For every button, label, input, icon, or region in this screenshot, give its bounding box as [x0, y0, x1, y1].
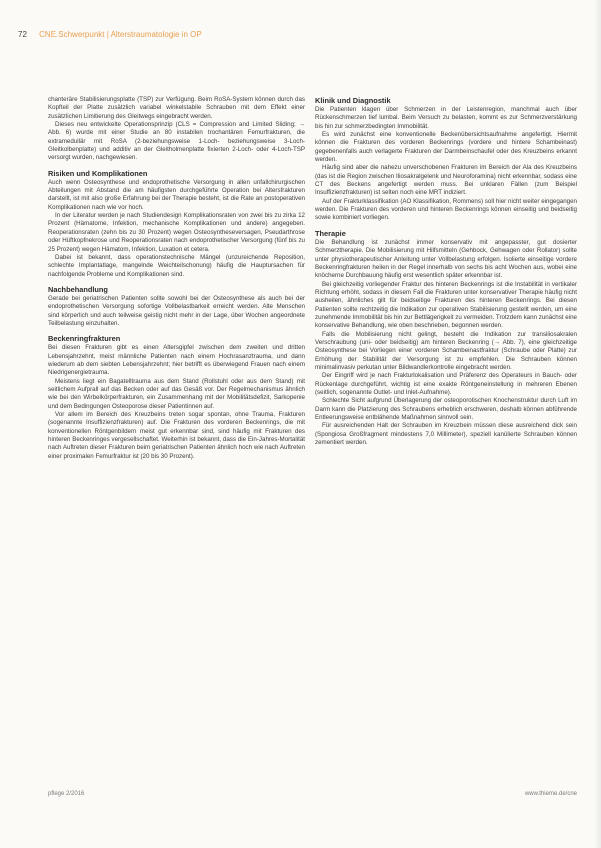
paragraph: chanteräre Stabilisierungsplatte (TSP) zur Verfügung. Beim RoSA-System können durch das Kopfteil der Platte zusätzlich variabel winkelstabile Schrauben mit dem Effekt einer zusätzlichen Limitierung des Gleitwegs eingebracht werden.	[48, 96, 305, 120]
section-heading-klinik: Klinik und Diagnostik	[315, 96, 391, 105]
paragraph: Für ausreichenden Halt der Schrauben im Kreuzbein müssen diese ausreichend dick sein (Spongiosa Großfragment mindestens 7,0 Millimeter), speziell kanülierte Schrauben können zementiert werden.	[315, 422, 577, 447]
paragraph: In der Literatur werden je nach Studiendesign Komplikationsraten von zwei bis zu zirka 12 Prozent (Hämatome, Infektion, mechanische Komplikationen und andere) angegeben. Reoperationsraten (zehn bis zu 30 Prozent) wegen Osteosyntheseversagen, Pseudarthrose oder Hüftkopfnekrose und Reoperationsraten nach endoprothetischer Versorgung (fünf bis zu 25 Prozent) wegen Hämatom, Infektion, Luxation et cetera.	[48, 212, 305, 253]
paragraph: Gerade bei geriatrischen Patienten sollte sowohl bei der Osteosynthese als auch bei der endoprothetischen Versorgung sofortige Vollbelastbarkeit erreicht werden. Alte Menschen sind körperlich und auch teilweise geistig nicht mehr in der Lage, über Wochen angeordnete Teilbelastung einzuhalten.	[48, 294, 305, 327]
paragraph: Dabei ist bekannt, dass operationstechnische Mängel (unzureichende Reposition, schlechte Implantatlage, mangelnde Weichteilschonung) häufig die Hauptursachen für nachfolgende Probleme und Komplikationen sind.	[48, 253, 305, 278]
section-heading-therapie: Therapie	[315, 228, 346, 238]
paragraph: Es wird zunächst eine konventionelle Beckenübersichtsaufnahme angefertigt. Hiermit können die Frakturen des vorderen Beckenrings (vordere und hintere Schambeinast) gegebenenfalls auch verlagerte Frakturen der Darmbeinschaufel oder des Kreuzbeins erkannt werden.	[315, 131, 577, 164]
left-column	[48, 96, 305, 461]
paragraph: Die Patienten klagen über Schmerzen in der Leistenregion, manchmal auch über Rückenschmerzen tief lumbal. Beim Versuch zu belasten, kommt es zur Schmerzverstärkung bis hin zur schmerzbedingten Immobilität.	[315, 106, 577, 130]
footer-right: www.thieme.de/cne	[524, 791, 577, 797]
footer-left: pflege 2/2016	[48, 791, 85, 797]
page-number: 72	[18, 30, 27, 39]
section-heading-risiken: Risiken und Komplikationen	[48, 168, 148, 178]
paragraph: Auch wenn Osteosynthese und endoprothetische Versorgung in allen unfallchirurgischen Abteilungen mit Abstand die am häufigsten durchgeführte Operation bei Altersfrakturen darstellt, ist mit also große Erfahrung bei der Therapie besteht, ist die Rate an postoperativen Komplikationen nach wie vor hoch.	[48, 178, 305, 211]
paragraph: Auf der Frakturklassifikation (AO Klassifikation, Rommens) soll hier nicht weiter eingegangen werden. Die Frakturen des vorderen und hinteren Beckenrings können einseitig und beidseitig sowie kombiniert vorliegen.	[315, 197, 577, 222]
paragraph: Häufig sind aber die nahezu unverschobenen Frakturen im Bereich der Ala des Kreuzbeins (das ist die Region zwischen Iliosakralgelenk und Neuroforamina) nicht erkennbar, sodass eine CT des Beckens angefertigt werden muss. Bei unklaren Fällen (zum Beispiel Insuffizienzfrakturen) ist selten noch eine MRT indiziert.	[315, 164, 577, 197]
right-column	[315, 96, 577, 447]
running-head	[18, 30, 202, 39]
section-heading-beckenringfrakturen: Beckenringfrakturen	[48, 334, 121, 344]
paragraph: Der Eingriff wird je nach Frakturlokalisation und Präferenz des Operateurs in Bauch- oder Rückenlage durchgeführt, wichtig ist eine exakte Röntgeneinstellung in mehreren Ebenen (seitlich, sogenannte Outlet- und Inlet-Aufnahme).	[315, 372, 577, 396]
paragraph: Schlechte Sicht aufgrund Überlagerung der osteoporotischen Knochenstruktur durch Luft im Darm kann die Platzierung des Schraubens erheblich erschweren, deshalb können abführende Entleerungsweise entblähende Maßnahmen sinnvoll sein.	[315, 397, 577, 422]
running-title: CNE.Schwerpunkt | Alterstraumatologie in OP	[39, 30, 202, 39]
paragraph: Dieses neu entwickelte Operationsprinzip (CLS = Compression and Limited Sliding; → Abb. 6) wurde mit einer Studie an 80 instabilen trochantären Femurfrakturen, die extramedullär mit RoSA (2-beziehungsweise 1-Loch- beziehungsweise 3-Loch-Gleitkolbenplatte) und additiv an der Gleitholmenplatte fixierten 2-Loch- oder 4-Loch-TSP versorgt wurden, nachgewiesen.	[48, 121, 305, 162]
paragraph: Bei gleichzeitig vorliegender Fraktur des hinteren Beckenrings ist die Instabilität in vertikaler Richtung erhöht, sodass in diesem Fall die Frakturen unter konservativer Therapie häufig nicht ausheilen, ähnliches gilt für beidseitige Frakturen des hinteren Beckenrings. Bei diesen Patienten sollte rechtzeitig die Indikation zur operativen Stabilisierung gestellt werden, um eine zunehmende Immobilität bis hin zur Bettlägerigkeit zu vermeiden. Trotzdem kann zunächst eine konservative Behandlung, wie oben beschrieben, begonnen werden.	[315, 280, 577, 330]
paragraph: Die Behandlung ist zunächst immer konservativ mit angepasster, gut dosierter Schmerztherapie. Die Mobilisierung mit Hilfsmitteln (Gehbock, Gehwagen oder Rollator) sollte unter physiotherapeutischer Anleitung unter Vollbelastung erfolgen. Isolierte einseitige vordere Beckenringfrakturen heilen in der Regel innerhalb von sechs bis acht Wochen aus, wobei eine knöcherne Durchbauung häufig erst wesentlich später erkennbar ist.	[315, 238, 577, 280]
paragraph: Vor allem im Bereich des Kreuzbeins treten sogar spontan, ohne Trauma, Frakturen (sogenannte Insuffizienzfrakturen) auf. Die Frakturen des vorderen Beckenrings, die mit konventionellen Röntgenbildern meist gut erkennbar sind, sind häufig mit Frakturen des hinteren Beckenringes vergesellschaftet. Weiterhin ist bekannt, dass die Ein-Jahres-Mortalität nach Auftreten dieser Frakturen beim geriatrischen Patienten ähnlich hoch wie nach Auftreten einer proximalen Femurfraktur ist (20 bis 30 Prozent).	[48, 411, 305, 460]
paragraph: Bei diesen Frakturen gibt es einen Altersgipfel zwischen dem zweiten und dritten Lebensjahrzehnt, meist männliche Patienten nach einem Hochrasanztrauma, und dann wiederum ab dem siebten Lebensjahrzehnt; hier betrifft es überwiegend Frauen nach einem Niedrigenergietrauma.	[48, 344, 305, 377]
paragraph: Falls die Mobilisierung nicht gelingt, besteht die Indikation zur transiliosakralen Verschraubung (uni- oder beidseitig) am hinteren Beckenring (→ Abb. 7), eine gleichzeitige Osteosynthese bei Vorliegen einer vorderen Schambeinastfraktur (Schraube oder Platte) zur Erhöhung der Stabilität der Versorgung ist zu empfehlen. Die Schrauben können minimalinvasiv perkutan unter Bildwandlerkontrolle eingebracht werden.	[315, 330, 577, 371]
page-edge-shadow	[593, 0, 601, 848]
paragraph: Meistens liegt ein Bagatelltrauma aus dem Stand (Rollstuhl oder aus dem Stand) mit seitlichem Aufprall auf das Becken oder auf das Gesäß vor. Der Regelmechanismus ähnlich wie bei den Wirbelkörperfrakturen, ein Zusammenhang mit der Mobilitätsdefizit, Sarkopenie und dem Bedingungen Osteoporose dieser Patientinnen auf.	[48, 377, 305, 410]
section-heading-nachbehandlung: Nachbehandlung	[48, 284, 108, 294]
